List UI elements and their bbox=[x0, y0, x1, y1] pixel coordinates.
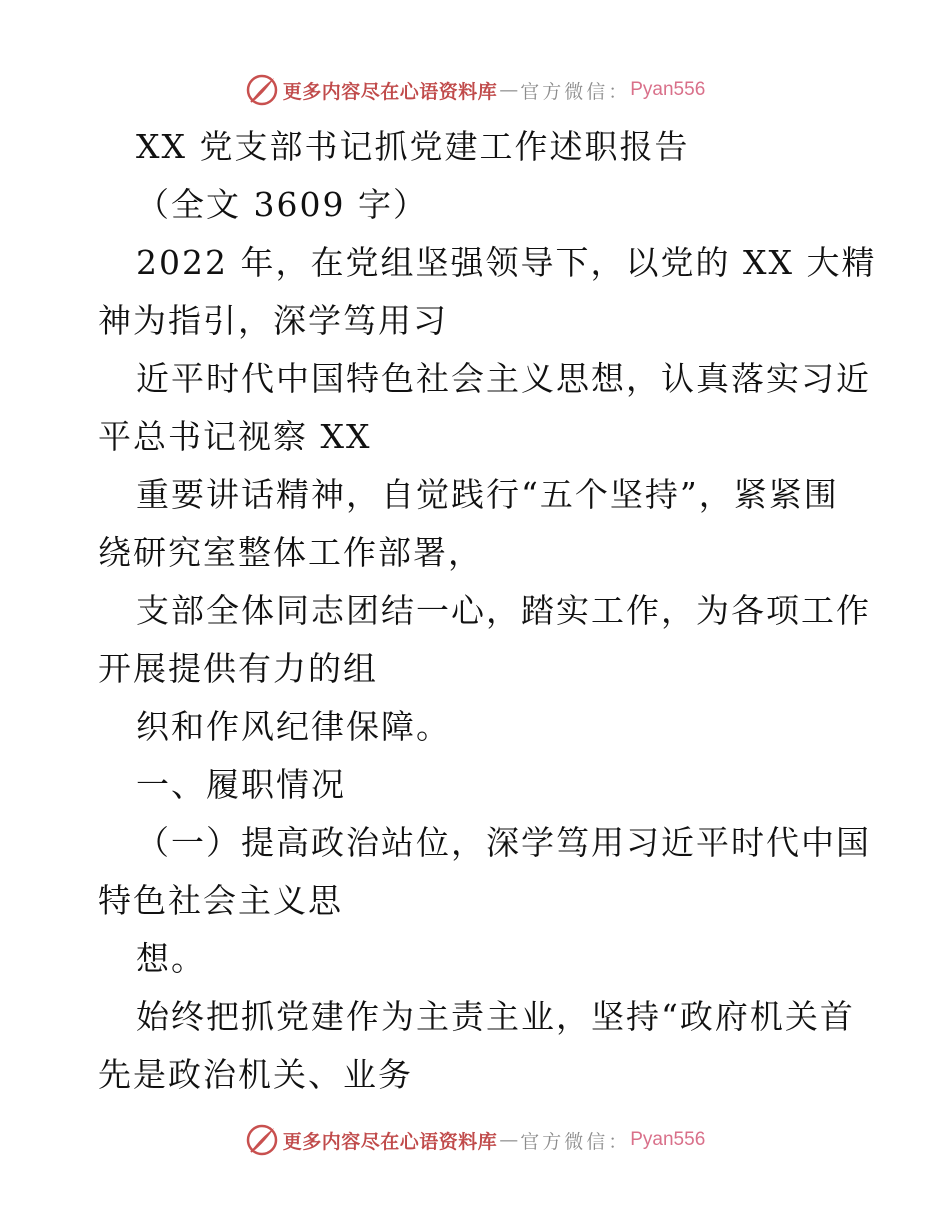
document-body bbox=[98, 118, 877, 1104]
text-line: 近平时代中国特色社会主义思想，认真落实习近 bbox=[136, 359, 871, 398]
text-line: 始终把抓党建作为主责主业，坚持“政府机关首 bbox=[136, 997, 855, 1036]
text-line: 先是政治机关、业务 bbox=[98, 1055, 413, 1094]
text-line: （一）提高政治站位，深学笃用习近平时代中国 bbox=[136, 823, 871, 862]
watermark-main-text: 更多内容尽在心语资料库 bbox=[282, 1130, 498, 1153]
text-line: 神为指引，深学笃用习 bbox=[98, 301, 448, 340]
watermark-label: 官方微信： bbox=[520, 80, 631, 103]
text-line: 支部全体同志团结一心，踏实工作，为各项工作 bbox=[136, 591, 871, 630]
watermark-id: Pyan556 bbox=[630, 1129, 706, 1150]
watermark-footer bbox=[0, 1120, 950, 1160]
watermark-main-text: 更多内容尽在心语资料库 bbox=[282, 80, 498, 103]
quill-logo-icon bbox=[245, 73, 279, 107]
watermark-dash: — bbox=[499, 79, 519, 101]
document-title: XX 党支部书记抓党建工作述职报告 bbox=[136, 127, 690, 166]
text-line: （全文 3609 字） bbox=[136, 185, 428, 224]
text-line: 绕研究室整体工作部署， bbox=[98, 533, 483, 572]
text-line: 特色社会主义思 bbox=[98, 881, 343, 920]
watermark-dash: — bbox=[499, 1129, 519, 1151]
watermark-id: Pyan556 bbox=[630, 79, 706, 100]
watermark-header bbox=[0, 70, 950, 110]
text-line: 开展提供有力的组 bbox=[98, 649, 378, 688]
watermark-label: 官方微信： bbox=[520, 1130, 631, 1153]
text-line: 一、履职情况 bbox=[136, 765, 346, 804]
text-line: 重要讲话精神，自觉践行“五个坚持”，紧紧围 bbox=[136, 475, 839, 514]
text-line: 平总书记视察 XX bbox=[98, 417, 372, 456]
text-line: 织和作风纪律保障。 bbox=[136, 707, 451, 746]
quill-logo-icon bbox=[245, 1123, 279, 1157]
text-line: 2022 年，在党组坚强领导下，以党的 XX 大精 bbox=[136, 243, 877, 282]
text-line: 想。 bbox=[136, 939, 206, 978]
